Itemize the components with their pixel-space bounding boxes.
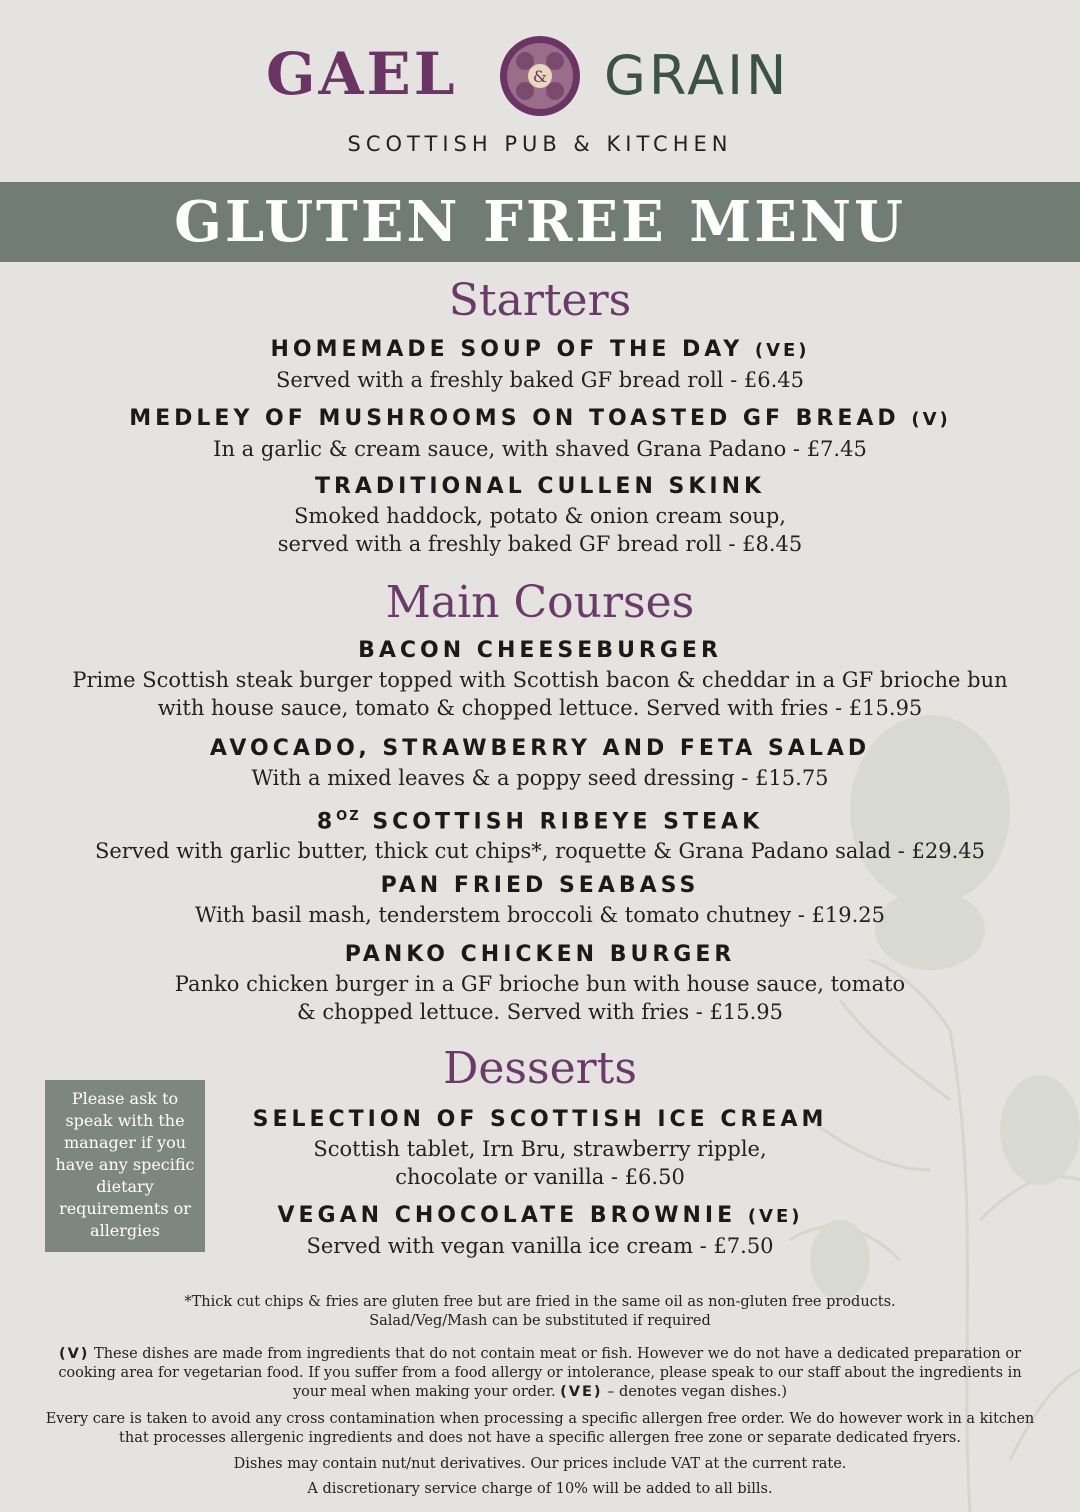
menu-title-banner: GLUTEN FREE MENU: [0, 182, 1080, 262]
v-label: (V): [58, 1346, 90, 1362]
brand-name-grain: GRAIN: [604, 44, 790, 107]
chips-note: [40, 1293, 1040, 1331]
nut-vat-note: Dishes may contain nut/nut derivatives. Our prices include VAT at the current rate.: [233, 1456, 847, 1472]
service-charge-note: A discretionary service charge of 10% will be added to all bills.: [307, 1481, 773, 1497]
dietary-tag: (VE): [747, 1206, 803, 1227]
section-title-mains: Main Courses: [385, 577, 695, 628]
menu-item: [0, 871, 1080, 929]
menu-item: [0, 472, 1080, 558]
item-description: Served with garlic butter, thick cut chips*, roquette & Grana Padano salad - £29.45: [94, 839, 986, 864]
brand-name-gael: GAEL: [266, 40, 458, 108]
item-name: HOMEMADE SOUP OF THE DAY: [270, 337, 744, 362]
vegetarian-note: [40, 1345, 1040, 1402]
item-description: Panko chicken burger in a GF brioche bun with house sauce, tomato & chopped lettuce. Served with fries - £15.95: [174, 972, 906, 1024]
item-description: In a garlic & cream sauce, with shaved Grana Padano - £7.45: [213, 437, 867, 461]
item-name: SCOTTISH RIBEYE STEAK: [360, 809, 764, 835]
item-description: Served with a freshly baked GF bread roll - £6.45: [275, 368, 805, 392]
ve-label: (VE): [560, 1384, 603, 1400]
brand-ampersand: &: [532, 67, 548, 86]
item-name: VEGAN CHOCOLATE BROWNIE: [277, 1203, 737, 1228]
item-name: TRADITIONAL CULLEN SKINK: [314, 474, 766, 499]
item-name: MEDLEY OF MUSHROOMS ON TOASTED GF BREAD: [129, 406, 900, 431]
item-description: With basil mash, tenderstem broccoli & tomato chutney - £19.25: [194, 903, 886, 927]
menu-item: [0, 404, 1080, 463]
brand-emblem-icon: [498, 34, 582, 118]
item-description: Prime Scottish steak burger topped with Scottish bacon & cheddar in a GF brioche bun with house sauce, tomato & chopped lettuce. Served with fries - £15.95: [72, 668, 1008, 720]
item-name: BACON CHEESEBURGER: [358, 638, 722, 663]
dietary-tag: (V): [911, 409, 951, 430]
item-description: Scottish tablet, Irn Bru, strawberry ripple, chocolate or vanilla - £6.50: [313, 1137, 767, 1189]
menu-item: [0, 335, 1080, 394]
menu-item: [0, 636, 1080, 722]
section-title-starters: Starters: [448, 275, 632, 326]
item-description: With a mixed leaves & a poppy seed dressing - £15.75: [251, 766, 829, 790]
item-description: Smoked haddock, potato & onion cream soup, served with a freshly baked GF bread roll - £8.45: [277, 504, 803, 556]
item-name: AVOCADO, STRAWBERRY AND FETA SALAD: [209, 736, 871, 761]
dietary-advice-box: Please ask to speak with the manager if you have any specific dietary requirements or allergies: [45, 1080, 205, 1252]
item-name: PANKO CHICKEN BURGER: [344, 942, 736, 967]
allergen-care-note: Every care is taken to avoid any cross contamination when processing a specific allergen free order. We do however work in a kitchen that processes allergenic ingredients and does not have a specific allergen free zone or separate dedicated fryers.: [45, 1411, 1035, 1446]
chips-note-line-2: Salad/Veg/Mash can be substituted if required: [369, 1313, 711, 1329]
chips-note-line-1: *Thick cut chips & fries are gluten free but are fried in the same oil as non-gluten free products.: [184, 1294, 896, 1310]
brand-subtitle: SCOTTISH PUB & KITCHEN: [347, 132, 733, 156]
v-note-text: These dishes are made from ingredients that do not contain meat or fish. However we do not have a dedicated preparation or cooking area for vegetarian food. If you suffer from a food allergy or intolerance, please speak to our staff about the ingredients in your meal when making your order.: [58, 1346, 1022, 1400]
dietary-tag: (VE): [754, 340, 810, 361]
item-name-superscript: OZ: [336, 809, 361, 824]
item-name: SELECTION OF SCOTTISH ICE CREAM: [252, 1107, 828, 1132]
section-title-desserts: Desserts: [443, 1043, 637, 1094]
item-description: Served with vegan vanilla ice cream - £7.50: [306, 1234, 774, 1258]
menu-item: [0, 802, 1080, 865]
item-name-prefix: 8: [316, 809, 337, 835]
ve-note-text: – denotes vegan dishes.): [607, 1384, 788, 1400]
item-name: PAN FRIED SEABASS: [380, 873, 700, 898]
menu-item: [0, 940, 1080, 1026]
menu-item: [0, 734, 1080, 792]
